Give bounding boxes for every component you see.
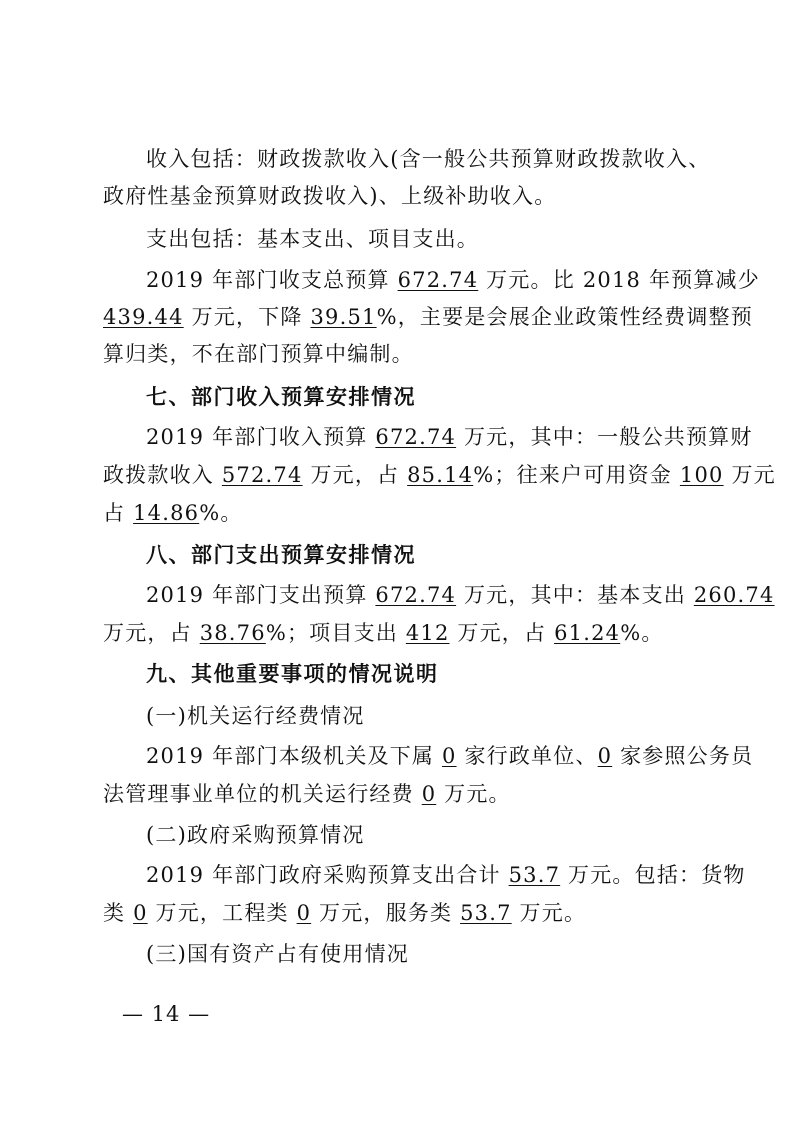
underlined-value: 39.51	[310, 305, 377, 329]
underlined-value: 672.74	[397, 268, 479, 292]
text: 家参照公务员	[612, 744, 754, 768]
page-number-text: — 14 —	[122, 1002, 211, 1026]
heading-text: 九、其他重要事项的情况说明	[146, 662, 439, 686]
text: 万元。	[436, 782, 511, 806]
income-budget-line-3	[103, 499, 693, 527]
text: 算归类，不在部门预算中编制。	[103, 342, 414, 366]
subheading-text: (三)国有资产占有使用情况	[146, 942, 409, 966]
underlined-value: 260.74	[693, 583, 775, 607]
expense-includes-line	[146, 225, 693, 253]
underlined-value: 85.14	[407, 463, 474, 487]
text: 万元，服务类	[311, 901, 461, 925]
subheading-text: (二)政府采购预算情况	[146, 823, 365, 847]
underlined-value: 0	[133, 901, 148, 925]
text: 万元	[723, 463, 776, 487]
underlined-value: 672.74	[375, 425, 457, 449]
operating-costs-line-2	[103, 780, 693, 808]
procurement-line-2	[103, 899, 693, 927]
page-number	[122, 1000, 210, 1028]
text: %，主要是会展企业政策性经费调整预	[376, 305, 753, 329]
income-includes-line-1	[146, 145, 711, 173]
expense-budget-line-2	[103, 619, 693, 647]
total-budget-line-3	[103, 340, 693, 368]
text: %。	[199, 501, 243, 525]
text: 万元。	[511, 901, 587, 925]
procurement-line-1	[146, 861, 746, 889]
text: 2019 年部门支出预算	[146, 583, 376, 607]
underlined-value: 0	[442, 744, 457, 768]
section-heading-7	[146, 383, 693, 411]
text: 万元，占	[103, 621, 200, 645]
text: 政拨款收入	[103, 463, 222, 487]
text: 万元，其中：一般公共预算财	[456, 425, 753, 449]
underlined-value: 572.74	[221, 463, 303, 487]
text: 万元，占	[449, 621, 555, 645]
subsection-heading-3	[146, 940, 693, 968]
subsection-heading-1	[146, 702, 693, 730]
underlined-value: 672.74	[375, 583, 457, 607]
text: 2019 年部门本级机关及下属	[146, 744, 442, 768]
income-includes-line-2	[103, 182, 693, 210]
underlined-value: 439.44	[103, 305, 184, 329]
text: 收入包括：财政拨款收入(含一般公共预算财政拨款收入、	[146, 147, 711, 171]
text: 法管理事业单位的机关运行经费	[103, 782, 422, 806]
subheading-text: (一)机关运行经费情况	[146, 704, 365, 728]
text: %；项目支出	[265, 621, 406, 645]
underlined-value: 0	[597, 744, 613, 768]
total-budget-line-1	[146, 266, 760, 294]
text: 万元。包括：货物	[560, 863, 746, 887]
section-heading-9	[146, 660, 693, 688]
underlined-value: 53.7	[508, 863, 561, 887]
income-budget-line-1	[146, 423, 753, 451]
text: 支出包括：基本支出、项目支出。	[146, 227, 479, 251]
subsection-heading-2	[146, 821, 693, 849]
underlined-value: 100	[679, 463, 724, 487]
underlined-value: 0	[296, 901, 312, 925]
total-budget-line-2	[103, 303, 753, 331]
income-budget-line-2	[103, 461, 776, 489]
text: 2019 年部门收支总预算	[146, 268, 398, 292]
text: 万元，下降	[183, 305, 311, 329]
heading-text: 八、部门支出预算安排情况	[146, 543, 416, 567]
text: 家行政单位、	[456, 744, 598, 768]
text: 占	[103, 501, 134, 525]
text: 万元。比 2018 年预算减少	[478, 268, 760, 292]
text: 万元，工程类	[147, 901, 297, 925]
heading-text: 七、部门收入预算安排情况	[146, 385, 416, 409]
text: %；往来户可用资金	[473, 463, 680, 487]
text: 类	[103, 901, 134, 925]
expense-budget-line-1	[146, 581, 775, 609]
text: 2019 年部门收入预算	[146, 425, 376, 449]
underlined-value: 61.24	[554, 621, 621, 645]
underlined-value: 38.76	[199, 621, 266, 645]
text: 政府性基金预算财政拨收入)、上级补助收入。	[103, 184, 557, 208]
underlined-value: 412	[405, 621, 450, 645]
text: 2019 年部门政府采购预算支出合计	[146, 863, 509, 887]
section-heading-8	[146, 541, 693, 569]
text: 万元，占	[302, 463, 408, 487]
underlined-value: 14.86	[133, 501, 200, 525]
operating-costs-line-1	[146, 742, 754, 770]
text: 万元，其中：基本支出	[456, 583, 694, 607]
underlined-value: 53.7	[460, 901, 512, 925]
underlined-value: 0	[421, 782, 437, 806]
text: %。	[620, 621, 664, 645]
